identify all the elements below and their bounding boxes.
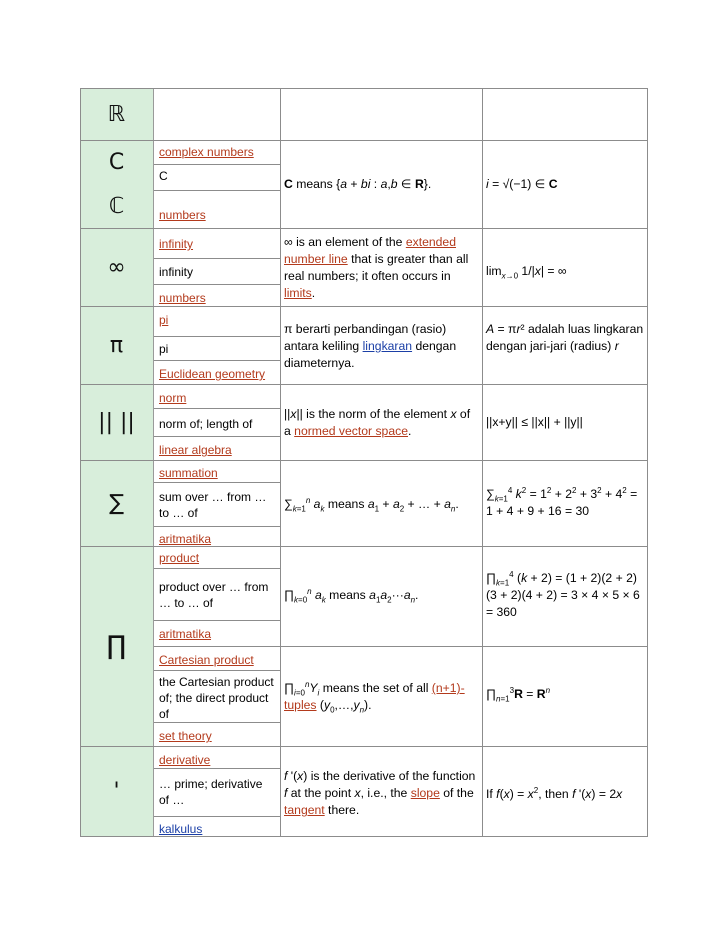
link-n-plus-1-tuples[interactable]: (n+1)-tuples — [284, 681, 465, 712]
symbol-cell-pi — [80, 306, 154, 384]
meaning-infinity: ∞ is an element of the extended number line that is greater than all real numbers; it often occurs in limits. — [284, 235, 469, 300]
example-infinity: $\lim_{x\to 0} 1/|x|$ = ∞ — [486, 264, 567, 281]
category-euclidean-geometry[interactable]: Euclidean geometry — [159, 367, 266, 381]
symbol-pi: π — [109, 332, 124, 358]
symbol-table — [80, 88, 648, 838]
symbol-cell-infinity — [80, 228, 154, 306]
link-lingkaran[interactable]: lingkaran — [362, 339, 413, 353]
symbol-sum: ∑ — [109, 490, 124, 516]
meaning-pi: π berarti perbandingan (rasio) antara keliling lingkaran dengan diameternya. — [284, 322, 457, 370]
symbol-cell-reals — [80, 88, 154, 140]
link-normed-vector-space[interactable]: normed vector space — [294, 424, 408, 438]
symbol-prime: ' — [113, 778, 120, 804]
example-norm: ||x+y|| ≤ ||x|| + ||y|| — [486, 415, 583, 429]
link-limits[interactable]: limits — [284, 286, 312, 300]
meaning-norm: ||x|| is the norm of the element x of a normed vector space. — [284, 407, 471, 438]
name-infinity[interactable]: infinity — [159, 237, 194, 251]
link-extended-number-line[interactable]: extended number line — [284, 235, 456, 266]
symbol-norm: || || — [98, 409, 135, 435]
name-summation[interactable]: summation — [159, 466, 218, 480]
link-slope[interactable]: slope — [410, 786, 440, 800]
category-kalkulus[interactable]: kalkulus — [159, 822, 203, 836]
link-tangent[interactable]: tangent — [284, 803, 325, 817]
name-complex-spoken: C — [159, 169, 168, 183]
symbol-cell-norm — [80, 384, 154, 460]
name-infinity-spoken: infinity — [159, 265, 194, 279]
meaning-cartesian: $\prod_{i=0}^nY_i$ means the set of all (n+1)-tuples $(y_0,\dots,y_n)$. — [284, 679, 465, 715]
symbol-product: ∏ — [106, 631, 127, 661]
meaning-product: $\prod_{k=0}^n$ $a_k$ means $a_1a_2\cdot\cdot\cdot a_n$. — [284, 586, 419, 605]
symbol-cell-complex — [80, 140, 154, 228]
example-product: $\prod_{k=1}^4$ (k + 2) = (1 + 2)(2 + 2)(3 + 2)(4 + 2) = 3 × 4 × 5 × 6 = 360 — [486, 569, 640, 619]
example-summation: $\sum_{k=1}^4$ $k^2 = 1^2 + 2^2 + 3^2 + 4^2 = 1 + 4 + 9 + 16 = 30$ — [486, 485, 638, 518]
category-aritmatika[interactable]: aritmatika — [159, 532, 212, 546]
name-pi-spoken: pi — [159, 342, 169, 356]
name-cartesian-product[interactable]: Cartesian product — [159, 653, 254, 667]
name-derivative[interactable]: derivative — [159, 753, 211, 767]
meaning-complex: C means {a + bi : a,b ∈ R}. — [284, 177, 432, 191]
name-norm-spoken: norm of; length of — [159, 417, 253, 431]
category-linear-algebra[interactable]: linear algebra — [159, 443, 232, 457]
symbol-cell-product — [80, 546, 154, 746]
example-cartesian: $\prod_{n=1}^3R = R^n$ — [486, 685, 551, 704]
category-numbers-2[interactable]: numbers — [159, 291, 206, 305]
category-set-theory[interactable]: set theory — [159, 729, 212, 743]
symbol-complex: C — [108, 149, 125, 175]
name-norm[interactable]: norm — [159, 391, 187, 405]
meaning-summation: $\sum_{k=1}^n$ $a_k$ means $a_1 + a_2$ + … + $a_n$. — [284, 495, 459, 514]
symbol-infinity: ∞ — [107, 254, 126, 280]
symbol-cell-sum — [80, 460, 154, 546]
name-summation-spoken: sum over … from … to … of — [159, 490, 267, 520]
category-numbers[interactable]: numbers — [159, 208, 206, 222]
symbol-complex-blackboard: ℂ — [108, 193, 125, 219]
example-pi: A = πr² adalah luas lingkaran dengan jari-jari (radius) r — [486, 322, 644, 353]
name-product[interactable]: product — [159, 551, 200, 565]
meaning-derivative: f '(x) is the derivative of the function f at the point x, i.e., the slope of the tangent there. — [284, 769, 476, 817]
symbol-cell-prime — [80, 746, 154, 836]
example-derivative: If $f(x) = x^2$, then f '(x) = 2x — [486, 785, 623, 801]
example-complex: i = √(−1) ∈ C — [486, 177, 558, 191]
name-pi[interactable]: pi — [159, 313, 169, 327]
category-aritmatika-2[interactable]: aritmatika — [159, 627, 212, 641]
name-product-spoken: product over … from … to … of — [159, 580, 269, 610]
name-cartesian-spoken: the Cartesian product of; the direct product of — [159, 675, 274, 721]
name-complex-numbers[interactable]: complex numbers — [159, 145, 254, 159]
symbol-reals: ℝ — [107, 101, 126, 127]
name-derivative-spoken: … prime; derivative of … — [159, 777, 263, 807]
